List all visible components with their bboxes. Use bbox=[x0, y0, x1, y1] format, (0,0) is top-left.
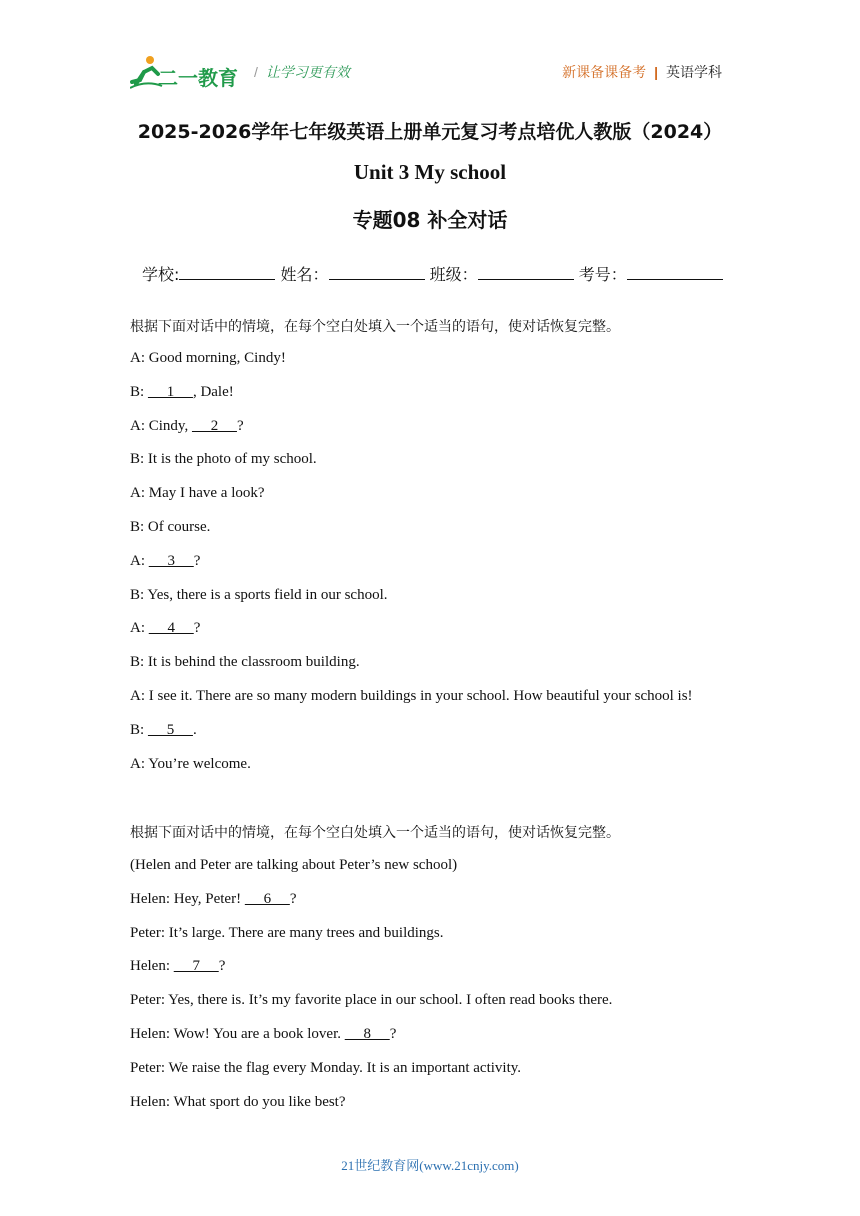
dialog-line-text: B: bbox=[130, 383, 148, 400]
blank-number-3[interactable]: 3 bbox=[148, 552, 194, 569]
dialog-line-suffix: ? bbox=[289, 890, 297, 907]
dialog-line bbox=[130, 553, 200, 570]
dialog-line bbox=[130, 756, 251, 773]
dialog-line-text: B: It is the photo of my school. bbox=[130, 451, 317, 468]
dialog-line bbox=[130, 688, 693, 705]
dialog-line bbox=[130, 418, 244, 435]
slogan: / 让学习更有效 bbox=[254, 64, 350, 80]
dialog-line-text: A: Good morning, Cindy! bbox=[130, 350, 286, 366]
blank-number-1[interactable]: 1 bbox=[147, 383, 193, 400]
dialog-line bbox=[130, 925, 444, 942]
logo bbox=[130, 54, 240, 90]
dialog-line-text: A: May I have a look? bbox=[130, 485, 265, 502]
header-tags: 新课备课备考 | 英语学科 bbox=[562, 64, 722, 80]
dialog-line bbox=[130, 485, 265, 502]
dialog-line-text: B: It is behind the classroom building. bbox=[130, 654, 360, 671]
dialog-line-suffix: ? bbox=[218, 958, 226, 975]
dialog-line bbox=[130, 1026, 396, 1043]
dialog-line bbox=[130, 451, 317, 468]
dialog-line-text: (Helen and Peter are talking about Peter’s new school) bbox=[130, 857, 458, 873]
slogan-text: 让学习更有效 bbox=[265, 64, 350, 80]
student-info bbox=[142, 262, 723, 285]
page-header bbox=[130, 52, 730, 92]
blank-number-8[interactable]: 8 bbox=[344, 1026, 390, 1042]
unit-title: Unit 3 My school bbox=[353, 160, 507, 184]
dialog-line-suffix: ? bbox=[389, 1026, 397, 1042]
dialog-line-text: A: Cindy, bbox=[130, 417, 192, 434]
dialog-line bbox=[130, 587, 387, 604]
class-label: 班级： bbox=[429, 265, 478, 284]
dialog-line-suffix: ? bbox=[193, 620, 201, 637]
number-blank[interactable] bbox=[627, 265, 723, 280]
blank-number-4[interactable]: 4 bbox=[148, 620, 194, 637]
dialog-line bbox=[130, 1094, 346, 1111]
dialog-line bbox=[130, 891, 297, 908]
dialog-line-text: Peter: It’s large. There are many trees and buildings. bbox=[130, 924, 444, 941]
dialog-line-text: Helen: What sport do you like best? bbox=[130, 1093, 346, 1110]
school-label: 学校: bbox=[142, 265, 180, 284]
dialog-line bbox=[130, 1060, 521, 1077]
dialog-line bbox=[130, 992, 612, 1009]
dialog-line bbox=[130, 722, 197, 739]
dialog-line-text: A: You’re welcome. bbox=[130, 755, 251, 772]
dialog-line-text: A: bbox=[130, 552, 149, 569]
dialog-line-text: A: I see it. There are so many modern buildings in your school. How beautiful your school is! bbox=[130, 688, 693, 704]
dialog-line bbox=[130, 654, 360, 671]
dialog-line-text: A: bbox=[130, 620, 149, 637]
name-label: 姓名： bbox=[280, 265, 329, 284]
class-blank[interactable] bbox=[478, 265, 574, 280]
dialog-line bbox=[130, 384, 234, 401]
dialog2-instruction: 根据下面对话中的情境，在每个空白处填入一个适当的语句，使对话恢复完整。 bbox=[130, 825, 620, 841]
dialog-line-text: B: bbox=[130, 721, 148, 738]
school-blank[interactable] bbox=[179, 265, 275, 280]
dialog-line-suffix: . bbox=[192, 721, 197, 738]
name-blank[interactable] bbox=[329, 265, 425, 280]
dialog-line-text: B: Yes, there is a sports field in our school. bbox=[130, 586, 388, 603]
header-tag-subject: 英语学科 bbox=[666, 64, 722, 80]
footer: 21世纪教育网(www.21cnjy.com) bbox=[341, 1158, 519, 1173]
logo-text: 二一教育 bbox=[158, 68, 238, 90]
blank-number-5[interactable]: 5 bbox=[147, 721, 193, 738]
number-label: 考号： bbox=[578, 265, 627, 284]
dialog-line bbox=[130, 350, 286, 367]
blank-number-6[interactable]: 6 bbox=[244, 890, 290, 907]
header-tag-course: 新课备课备考 bbox=[562, 64, 647, 80]
dialog-line bbox=[130, 958, 225, 975]
document-title: 2025-2026学年七年级英语上册单元复习考点培优人教版（2024） bbox=[137, 121, 723, 143]
blank-number-2[interactable]: 2 bbox=[191, 417, 237, 434]
dialog-line-suffix: ? bbox=[193, 552, 201, 569]
dialog-line-text: Peter: Yes, there is. It’s my favorite place in our school. I often read books there. bbox=[130, 992, 613, 1009]
dialog-line bbox=[130, 857, 457, 874]
dialog-line bbox=[130, 519, 210, 536]
dialog1-instruction: 根据下面对话中的情境，在每个空白处填入一个适当的语句，使对话恢复完整。 bbox=[130, 319, 620, 335]
blank-number-7[interactable]: 7 bbox=[173, 958, 219, 975]
dialog-line-suffix: ? bbox=[236, 417, 244, 434]
dialog-line-text: Peter: We raise the flag every Monday. It is an important activity. bbox=[130, 1059, 522, 1076]
dialog-line-text: Helen: bbox=[130, 958, 174, 975]
dialog-line-text: Helen: Hey, Peter! bbox=[130, 890, 245, 907]
dialog-line-suffix: , Dale! bbox=[192, 383, 234, 400]
dialog-line-text: B: Of course. bbox=[130, 519, 211, 535]
dialog-line bbox=[130, 620, 200, 637]
dialog-line-text: Helen: Wow! You are a book lover. bbox=[130, 1026, 345, 1042]
topic-title: 专题08 补全对话 bbox=[352, 208, 508, 232]
